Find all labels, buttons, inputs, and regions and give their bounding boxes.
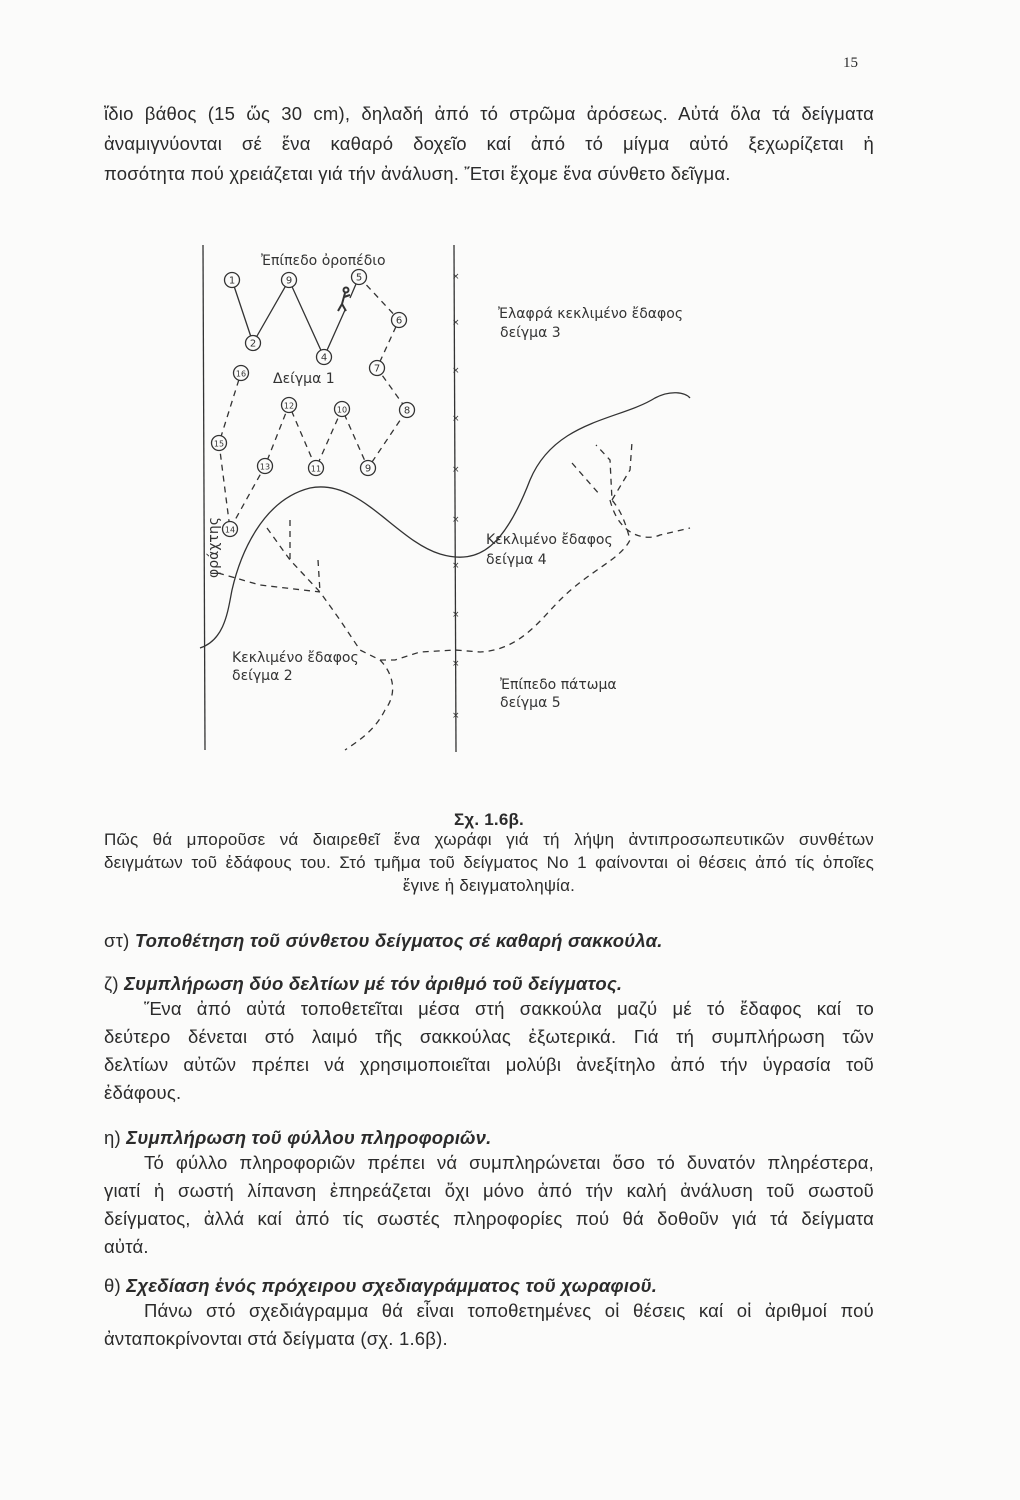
sample-point-number: 11 [310, 464, 322, 474]
label-sample3: δείγμα 3 [500, 325, 561, 341]
intro-line: ποσότητα πού χρειάζεται γιά τήν ἀνάλυση. Ἔτσι ἔχομε ἕνα σύνθετο δεῖγμα. [104, 163, 731, 184]
boundary-x-marker: × [452, 610, 460, 620]
page-number: 15 [843, 55, 858, 71]
slope-curve [200, 393, 690, 648]
body-line: δεύτερο δένεται στό λαιμό τῆς σακκούλας ἐξωτερικά. Γιά τή συμπλήρωση τῶν [104, 1026, 874, 1047]
body-line: αὐτά. [104, 1236, 149, 1257]
section-title: Τοποθέτηση τοῦ σύνθετου δείγματος σέ καθαρή σακκούλα. [134, 930, 663, 951]
label-sample1: Δείγμα 1 [273, 371, 335, 387]
sample-point-number: 12 [283, 401, 295, 411]
sample-point-number: 4 [320, 352, 328, 364]
sample-point-number: 15 [213, 439, 225, 449]
boundary-x-marker: × [452, 318, 460, 328]
person-icon [338, 288, 350, 312]
body-line: δελτίων αὐτῶν πρέπει νά χρησιμοποιεῖται μολύβι ἀνεξίτηλο ἀπό τήν ὑγρασία τοῦ [104, 1054, 874, 1075]
body-line: δείγματος, ἀλλά καί ἀπό τίς σωστές πληροφορίες πού θά δοθοῦν γιά τά δείγματα [104, 1208, 874, 1229]
label-fence: φράχτης [206, 517, 222, 578]
section-marker: στ) [104, 930, 135, 951]
sample-point-number: 2 [249, 338, 257, 350]
sample-point-number: 6 [395, 315, 403, 327]
section-title: Συμπλήρωση δύο δελτίων μέ τόν ἀριθμό τοῦ δείγματος. [124, 973, 623, 994]
section-marker: ζ) [104, 973, 125, 994]
section-title: Συμπλήρωση τοῦ φύλλου πληροφοριῶν. [126, 1127, 492, 1148]
body-line: ἀνταποκρίνονται στά δείγματα (σχ. 1.6β). [104, 1328, 448, 1349]
body-line: γιατί ἡ σωστή λίπανση ἐπηρεάζεται ὄχι μόνο ἀπό τήν καλή ἀνάλυση τοῦ σωστοῦ [104, 1180, 874, 1201]
body-line: ἐδάφους. [104, 1082, 182, 1103]
boundary-x-marker: × [452, 465, 460, 475]
sample-point-number: 9 [285, 275, 293, 287]
boundary-x-marker: × [452, 711, 460, 721]
body-line: Πάνω στό σχεδιάγραμμα θά εἶναι τοποθετημένες οἱ θέσεις καί οἱ ἀριθμοί πού [144, 1300, 874, 1321]
drainage-lines [218, 442, 690, 750]
sample-point-number: 16 [235, 369, 247, 379]
label-plateau: Ἐπίπεδο ὀροπέδιο [261, 253, 386, 269]
section-marker: θ) [104, 1275, 127, 1296]
boundary-x-marker: × [452, 515, 460, 525]
fence-line [203, 245, 205, 750]
label-slope4: Κεκλιμένο ἔδαφος [486, 532, 613, 548]
boundary-x-marker: × [452, 414, 460, 424]
intro-line: ἀναμιγνύονται σέ ἕνα καθαρό δοχεῖο καί ἀπό τό μίγμα αὐτό ξεχωρίζεται ἡ [104, 133, 874, 154]
boundary-x-marker: × [452, 272, 460, 282]
intro-line: ἴδιο βάθος (15 ὥς 30 cm), δηλαδή ἀπό τό στρῶμα ἀρόσεως. Αὐτά ὅλα τά δείγματα [104, 103, 874, 124]
sample-point-number: 13 [259, 462, 271, 472]
boundary-x-marker: × [452, 659, 460, 669]
label-sample5: δείγμα 5 [500, 695, 561, 711]
label-slope2: Κεκλιμένο ἔδαφος [232, 650, 359, 666]
sample-path-dashed [219, 277, 407, 529]
section-i-heading [104, 1124, 874, 1151]
caption-line: Πῶς θά μποροῦσε νά διαιρεθεῖ ἕνα χωράφι γιά τή λήψη ἀντιπροσωπευτικῶν συνθέτων [104, 830, 874, 849]
sample-point-number: 7 [373, 363, 381, 375]
boundary-x-marker: × [452, 561, 460, 571]
label-floor: Ἐπίπεδο πάτωμα [500, 677, 617, 693]
section-z-heading [104, 970, 874, 997]
sample-point-number: 8 [403, 405, 411, 417]
sample-point-number: 1 [228, 275, 236, 287]
section-title: Σχεδίαση ἑνός πρόχειρου σχεδιαγράμματος τοῦ χωραφιοῦ. [126, 1275, 658, 1296]
sample-point-number: 14 [224, 525, 236, 535]
caption-line: δειγμάτων τοῦ ἐδάφους του. Στό τμῆμα τοῦ δείγματος Νο 1 φαίνονται οἱ θέσεις ἀπό τίς ὁποῖες [104, 853, 874, 872]
body-line: Τό φύλλο πληροφοριῶν πρέπει νά συμπληρώνεται ὅσο τό δυνατόν πληρέστερα, [144, 1152, 874, 1173]
figure-title: Σχ. 1.6β. [454, 810, 524, 829]
sample-point-number: 10 [336, 405, 348, 415]
label-sample4: δείγμα 4 [486, 552, 547, 568]
section-marker: η) [104, 1127, 127, 1148]
body-line: Ἕνα ἀπό αὐτά τοποθετεῖται μέσα στή σακκούλα μαζύ μέ τό ἔδαφος καί το [144, 998, 874, 1019]
label-slight-slope: Ἐλαφρά κεκλιμένο ἔδαφος [498, 306, 684, 322]
caption-line: ἔγινε ἡ δειγματοληψία. [402, 876, 576, 895]
section-st-heading [104, 927, 874, 954]
sample-point-number: 5 [355, 272, 363, 284]
sample-point-number: 9 [364, 463, 372, 475]
section-th-heading [104, 1272, 874, 1299]
boundary-x-marker: × [452, 366, 460, 376]
label-sample2: δείγμα 2 [232, 668, 293, 684]
